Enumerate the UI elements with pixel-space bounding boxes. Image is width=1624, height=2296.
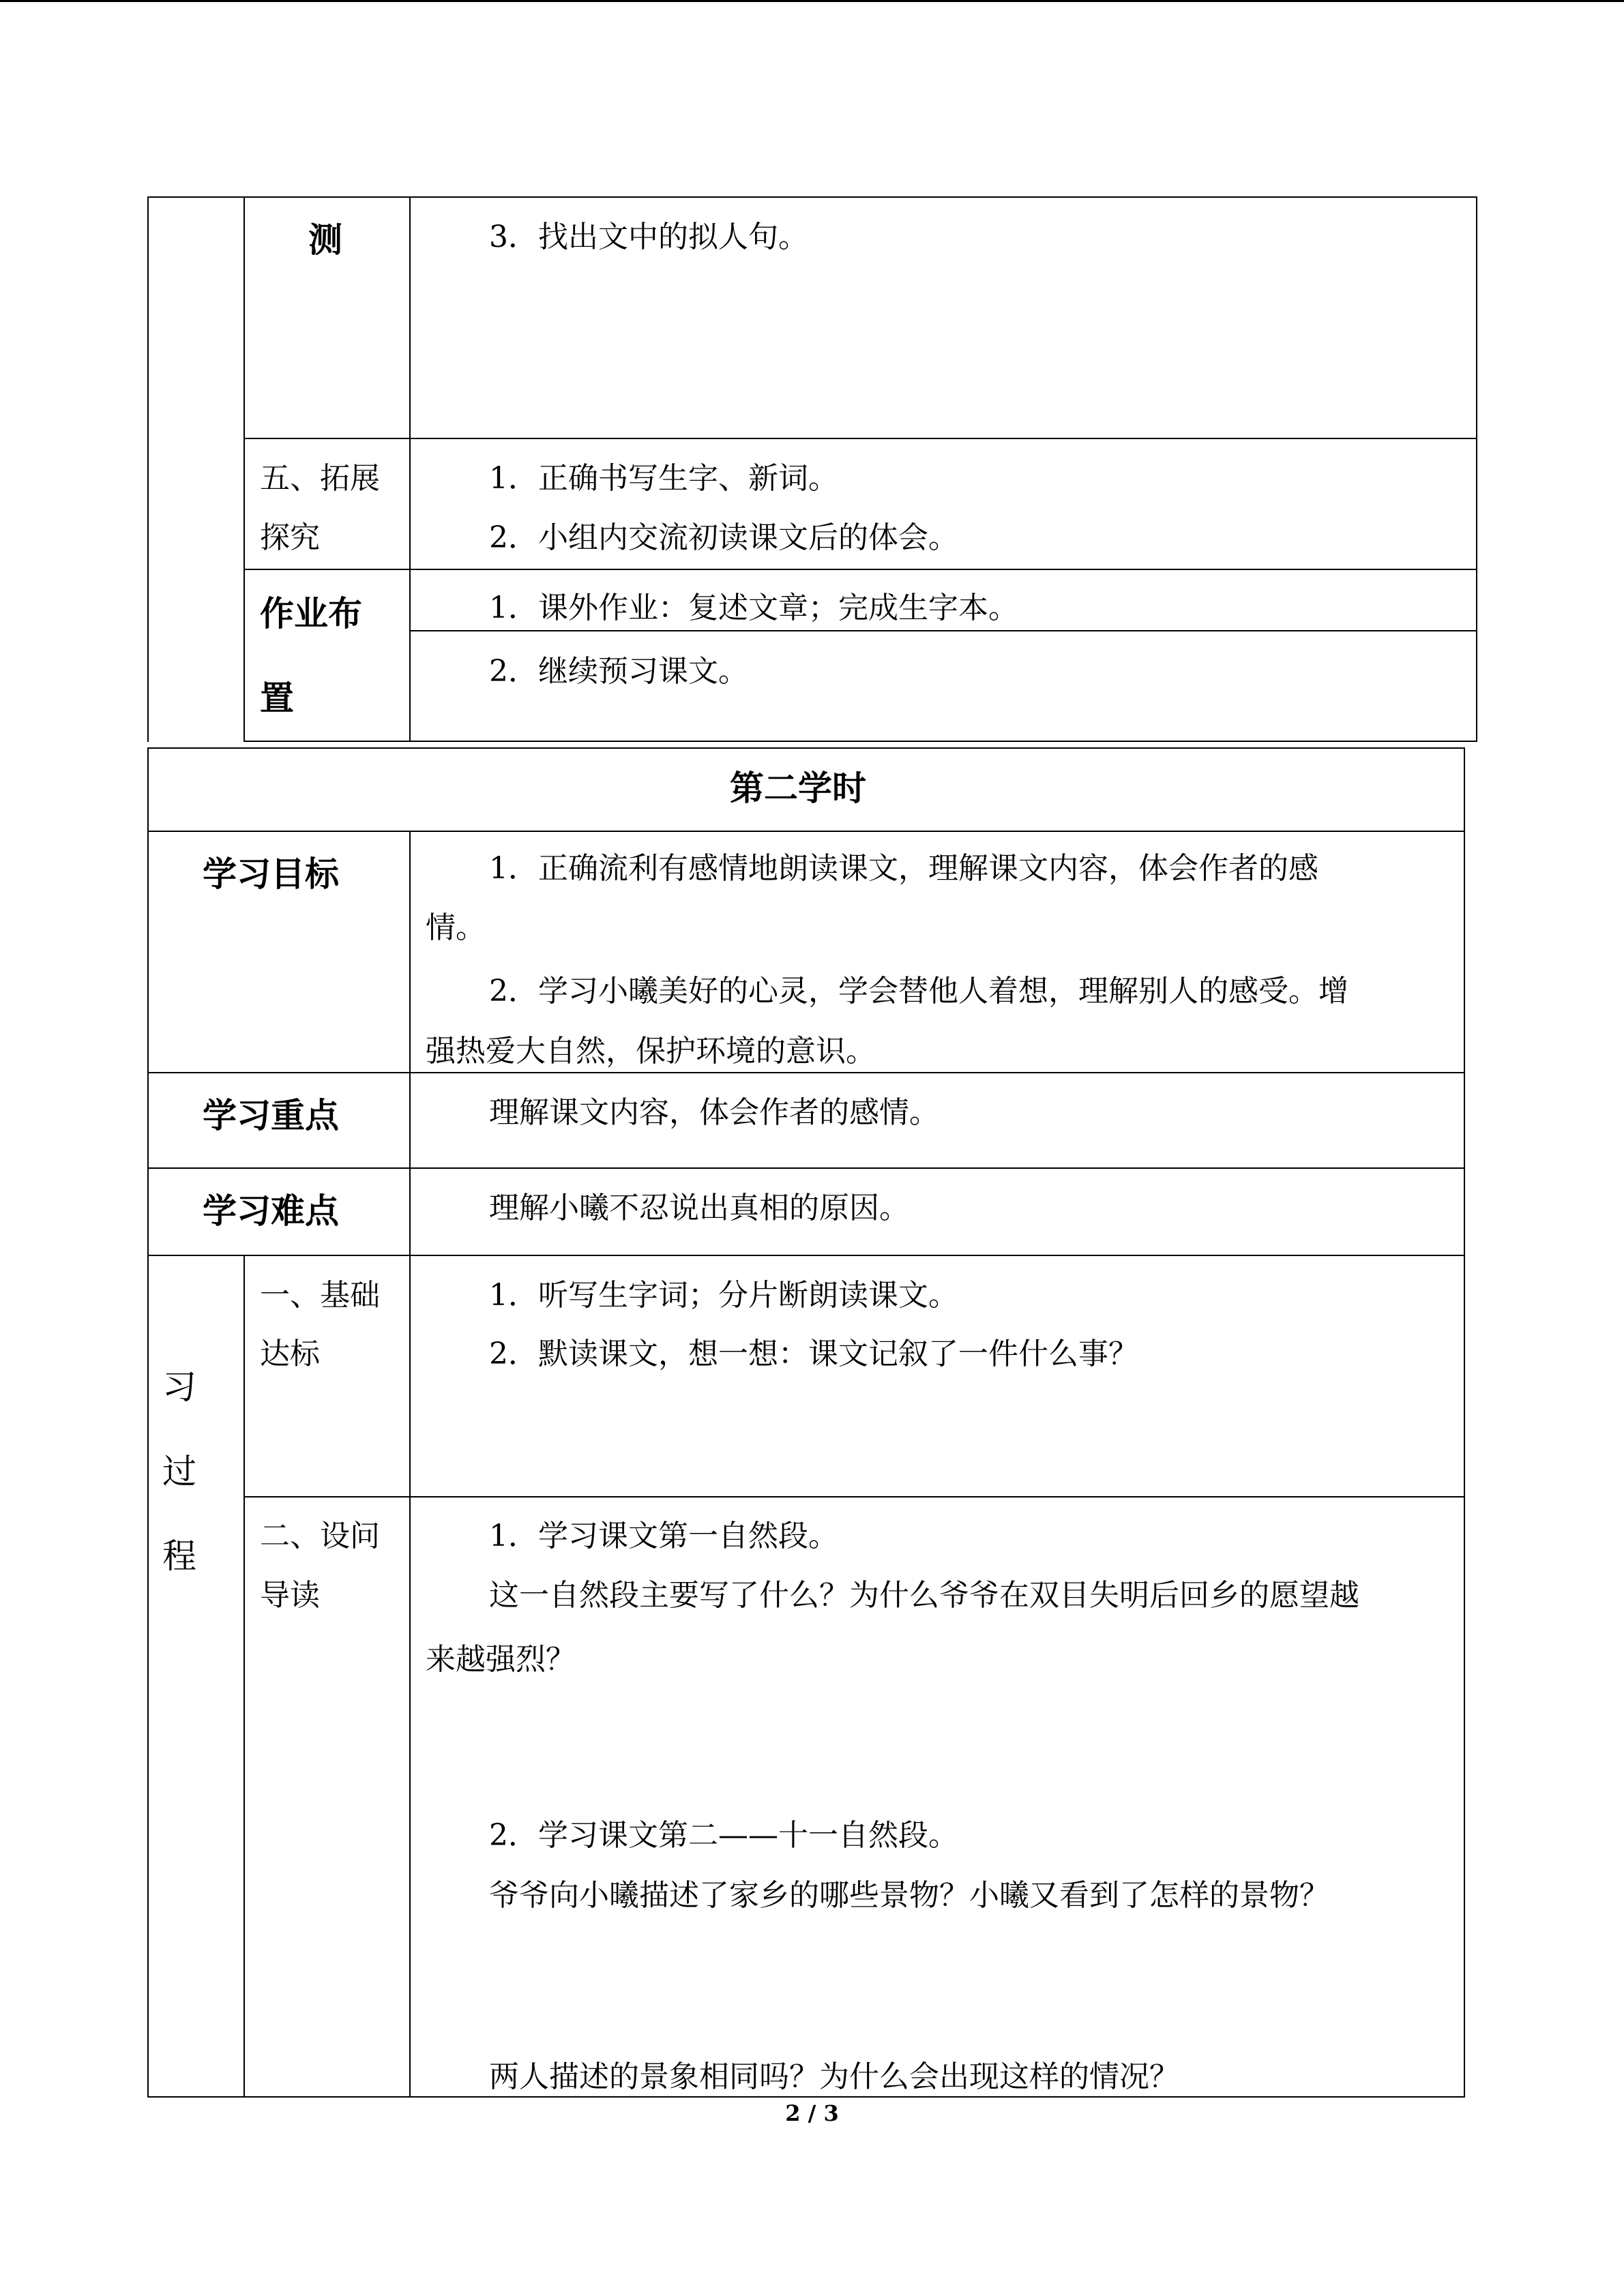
- objective-2-line1: 2．学习小曦美好的心灵，学会替他人着想，理解别人的感受。增: [489, 974, 1348, 1009]
- difficulty-text: 理解小曦不忍说出真相的原因。: [489, 1191, 909, 1225]
- table-border: [1476, 196, 1477, 742]
- table-border: [147, 196, 149, 742]
- page-top-border: [0, 0, 1624, 2]
- test-item-3: 3．找出文中的拟人句。: [489, 220, 808, 254]
- table-border: [243, 569, 1477, 570]
- objective-2-line2: 强热爱大自然，保护环境的意识。: [426, 1034, 876, 1069]
- basic-item-2: 2．默读课文，想一想：课文记叙了一件什么事？: [489, 1337, 1138, 1371]
- homework-item-2: 2．继续预习课文。: [489, 654, 748, 689]
- lesson-title: 第二学时: [730, 769, 866, 808]
- table-border: [147, 1167, 1465, 1169]
- table-border: [243, 1255, 245, 2098]
- page-number: 2 / 3: [785, 2100, 839, 2126]
- process-label-char-2: 过: [162, 1452, 196, 1491]
- basic-label-line1: 一、基础: [260, 1278, 380, 1313]
- table-border: [147, 1255, 1465, 1256]
- guide-item-1: 1．学习课文第一自然段。: [489, 1519, 838, 1553]
- difficulty-label: 学习难点: [203, 1191, 339, 1231]
- guide-item-2: 2．学习课文第二——十一自然段。: [489, 1818, 958, 1853]
- table-border: [147, 831, 1465, 832]
- keypoint-text: 理解课文内容，体会作者的感情。: [489, 1095, 939, 1130]
- table-border: [243, 741, 1477, 742]
- objective-1-line1: 1．正确流利有感情地朗读课文，理解课文内容，体会作者的感: [489, 851, 1318, 886]
- guide-question-2: 爷爷向小曦描述了家乡的哪些景物？小曦又看到了怎样的景物？: [489, 1878, 1329, 1913]
- table-border: [147, 196, 1477, 198]
- table-border: [243, 438, 1477, 439]
- extension-item-1: 1．正确书写生字、新词。: [489, 461, 838, 496]
- guide-label-line1: 二、设问: [260, 1519, 380, 1553]
- guide-label-line2: 导读: [260, 1578, 320, 1613]
- objective-1-line2: 情。: [426, 910, 486, 945]
- table-border: [409, 831, 411, 2098]
- homework-item-1: 1．课外作业：复述文章；完成生字本。: [489, 591, 1018, 625]
- extension-item-2: 2．小组内交流初读课文后的体会。: [489, 520, 958, 555]
- basic-label-line2: 达标: [260, 1337, 320, 1371]
- guide-question-1-line1: 这一自然段主要写了什么？为什么爷爷在双目失明后回乡的愿望越: [489, 1578, 1359, 1613]
- table-border: [1464, 747, 1465, 2098]
- homework-label-line2: 置: [260, 679, 294, 718]
- keypoint-label: 学习重点: [203, 1096, 339, 1135]
- guide-question-3: 两人描述的景象相同吗？为什么会出现这样的情况？: [489, 2059, 1179, 2094]
- table-border: [147, 747, 149, 2098]
- homework-label-line1: 作业布: [260, 594, 362, 633]
- test-label: 测: [308, 220, 342, 260]
- process-label-char-1: 习: [162, 1367, 196, 1407]
- table-border: [409, 196, 411, 742]
- table-border: [243, 1496, 1465, 1497]
- table-border: [409, 630, 1477, 631]
- extension-label-line1: 五、拓展: [260, 461, 380, 496]
- basic-item-1: 1．听写生字词；分片断朗读课文。: [489, 1278, 958, 1313]
- extension-label-line2: 探究: [260, 520, 320, 555]
- table-border: [243, 196, 245, 742]
- objectives-label: 学习目标: [203, 854, 339, 894]
- guide-question-1-line2: 来越强烈？: [426, 1642, 576, 1677]
- process-label-char-3: 程: [162, 1536, 196, 1576]
- table-border: [147, 747, 1465, 749]
- table-border: [147, 1072, 1465, 1073]
